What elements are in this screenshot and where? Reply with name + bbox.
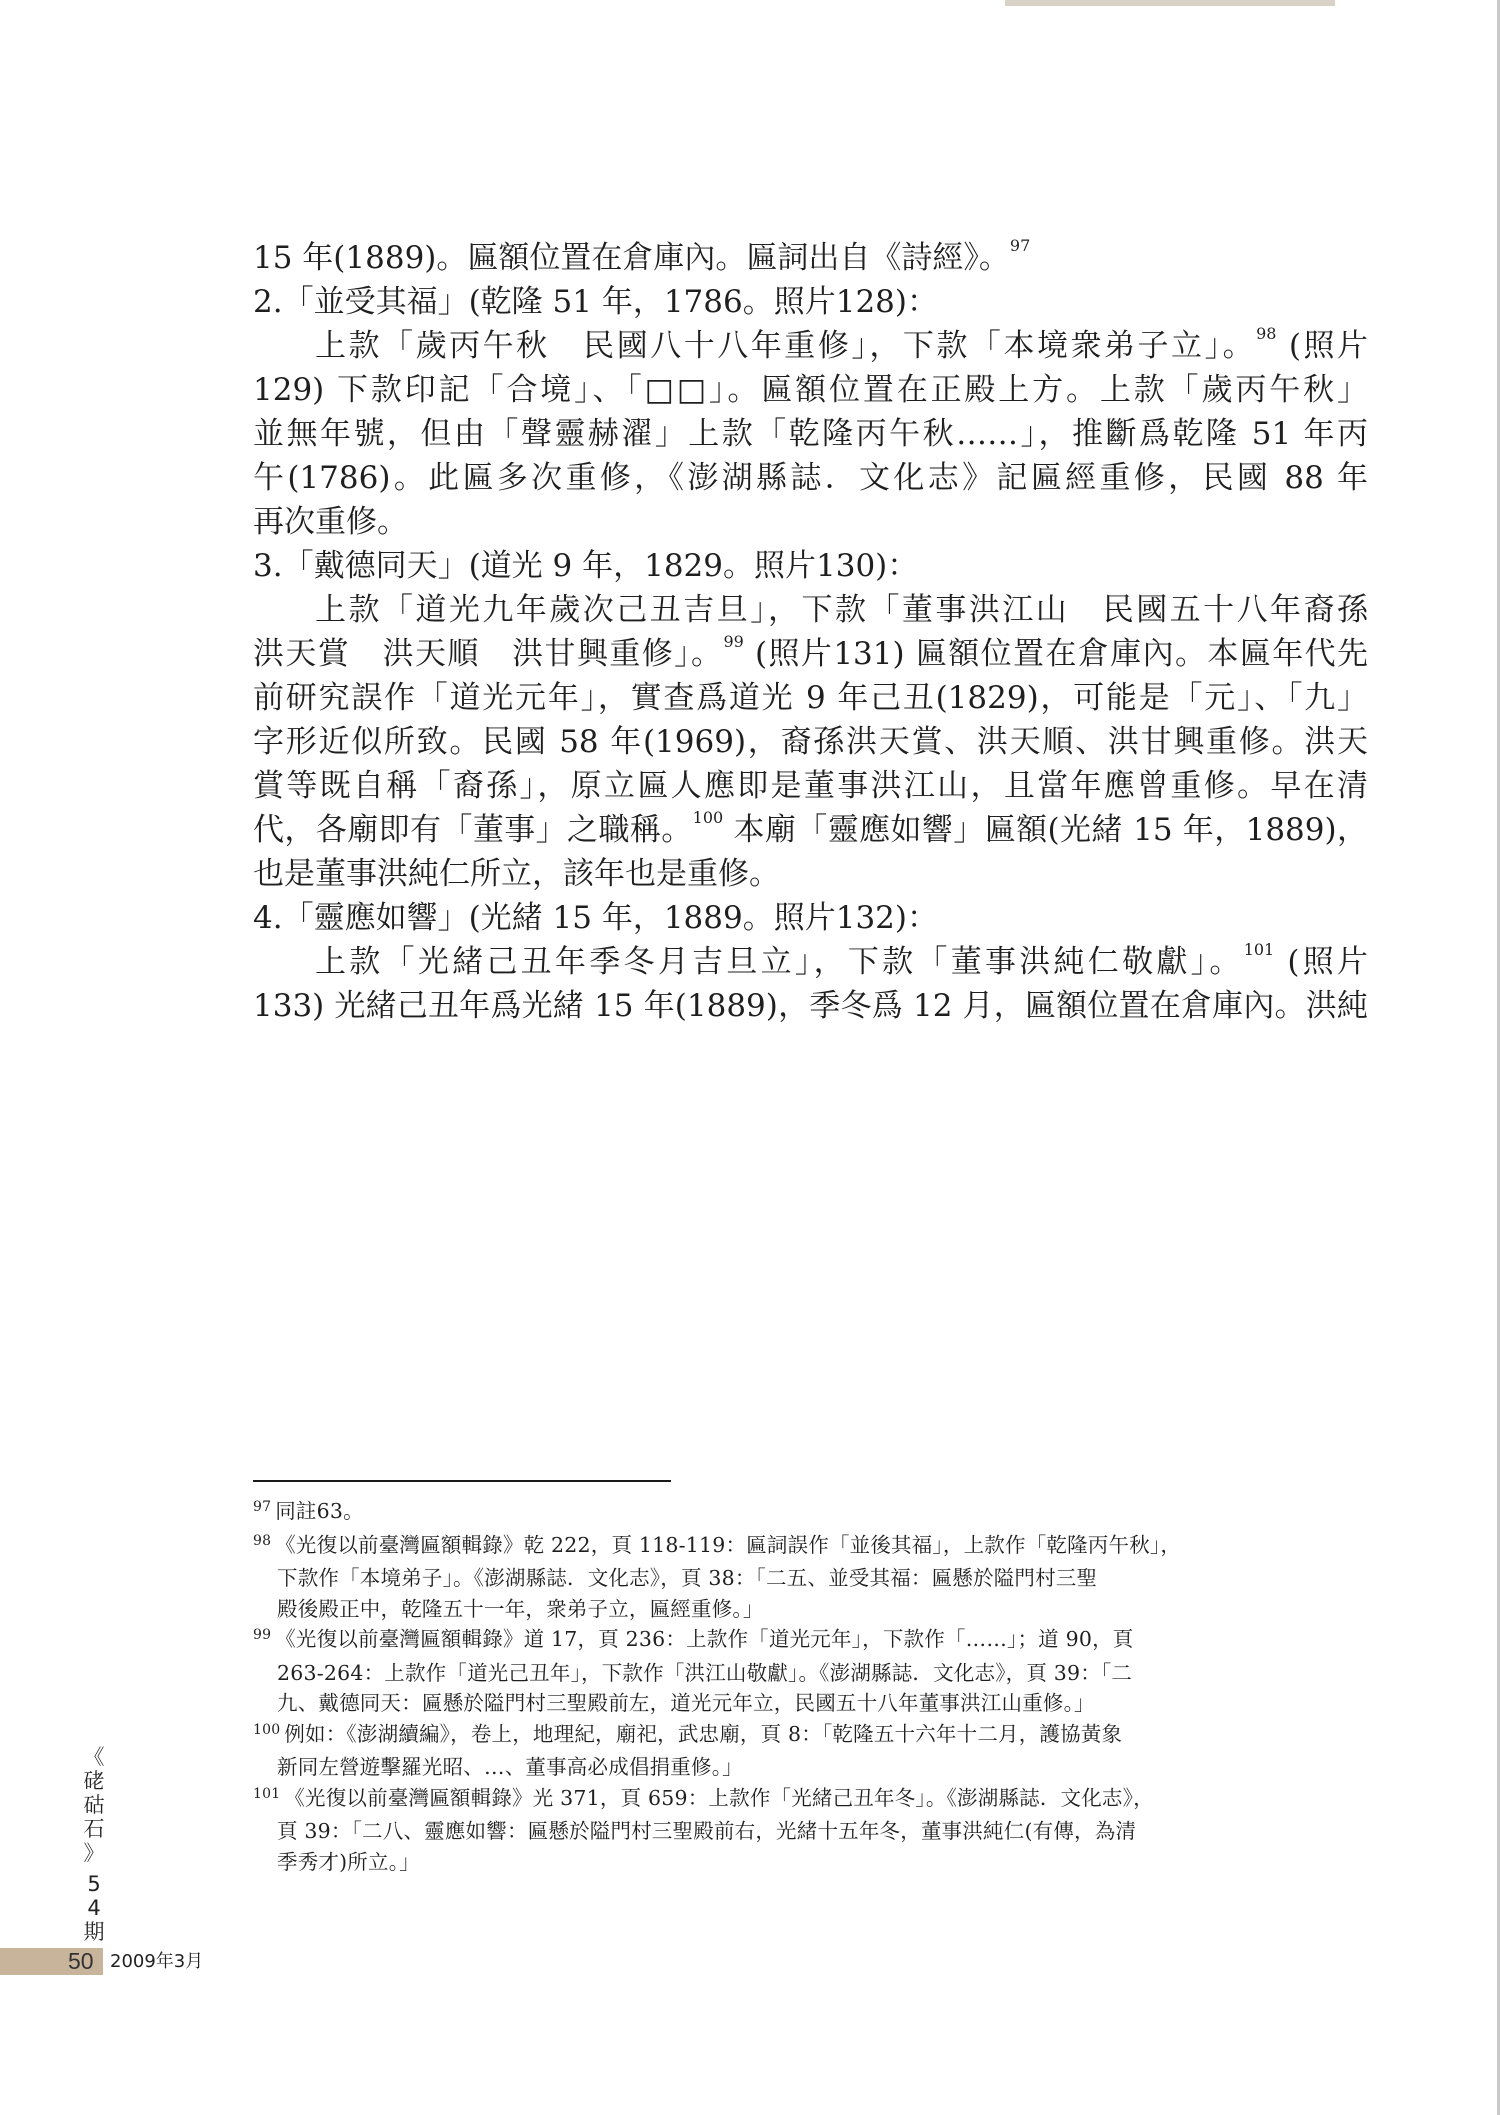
page-number: 50 xyxy=(68,1948,94,1974)
body-line xyxy=(253,456,1368,500)
body-line-text: 洪天賞 洪天順 洪甘興重修」。 xyxy=(253,636,724,672)
body-line-text: 字形近似所致。民國 58 年(1969)，裔孫洪天賞、洪天順、洪甘興重修。洪天 xyxy=(253,724,1368,760)
footnote-line xyxy=(253,1496,1368,1530)
issue-number: 5 4 期 xyxy=(83,1872,105,1944)
body-line-text: 代，各廟即有「董事」之職稱。 xyxy=(253,812,693,848)
body-line-text: 上款「道光九年歲次己丑吉旦」，下款「董事洪江山 民國五十八年裔孫 xyxy=(315,592,1368,628)
body-line-text: 129) 下款印記「合境」、「□□」。匾額位置在正殿上方。上款「歲丙午秋」 xyxy=(253,372,1368,408)
footnote-line xyxy=(253,1594,1368,1625)
body-line-text: (照片131) 匾額位置在倉庫內。本匾年代先 xyxy=(743,636,1368,672)
footnote-line xyxy=(253,1847,1368,1878)
footnote-text: 殿後殿正中，乾隆五十一年，衆弟子立，匾經重修。」 xyxy=(277,1596,764,1621)
footnote-line xyxy=(253,1783,1368,1817)
footnote-number: 98 xyxy=(253,1532,272,1549)
body-line-text: 再次重修。 xyxy=(253,504,408,540)
footnote-reference: 98 xyxy=(1256,324,1277,343)
footnote-reference: 97 xyxy=(1009,236,1031,255)
footnote-number: 97 xyxy=(253,1499,272,1515)
body-line xyxy=(253,984,1368,1028)
body-line-text: 上款「歲丙午秋 民國八十八年重修」，下款「本境衆弟子立」。 xyxy=(315,328,1257,364)
footnote-text: 季秀才)所立。」 xyxy=(277,1849,420,1874)
body-line-text: 也是董事洪純仁所立，該年也是重修。 xyxy=(253,856,780,892)
body-line xyxy=(253,940,1368,984)
footnote-separator xyxy=(253,1480,671,1482)
footnote-text: 《光復以前臺灣匾額輯錄》光 371，頁 659：上款作「光緒己丑年冬」。《澎湖縣誌．文化志》， xyxy=(284,1785,1154,1810)
body-line xyxy=(253,764,1368,808)
footnote-line xyxy=(253,1688,1368,1719)
body-line xyxy=(253,280,1368,324)
body-line xyxy=(253,588,1368,632)
footnote-text: 例如：《澎湖續編》，卷上，地理紀，廟祀，武忠廟，頁 8：「乾隆五十六年十二月，護協黃象 xyxy=(284,1721,1123,1746)
footnote-text: 263-264：上款作「道光己丑年」，下款作「洪江山敬獻」。《澎湖縣誌．文化志》，頁 39：「二 xyxy=(277,1660,1133,1685)
body-line xyxy=(253,808,1368,852)
footnote-text: 頁 39：「二八、靈應如響：匾懸於隘門村三聖殿前右，光緒十五年冬，董事洪純仁(有傳，為清 xyxy=(277,1819,1137,1843)
body-line-text: (照片 xyxy=(1276,328,1368,364)
body-line xyxy=(253,368,1368,412)
footnote-line xyxy=(253,1816,1368,1847)
footnotes xyxy=(253,1496,1368,1877)
body-line xyxy=(253,324,1368,368)
body-line xyxy=(253,236,1368,280)
body-line-text: 上款「光緒己丑年季冬月吉旦立」，下款「董事洪純仁敬獻」。 xyxy=(315,944,1244,980)
footnote-reference: 99 xyxy=(723,632,744,651)
body-line-text: 前研究誤作「道光元年」，實查爲道光 9 年己丑(1829)，可能是「元」、「九」 xyxy=(253,680,1368,716)
body-line-text: 133) 光緒己丑年爲光緒 15 年(1889)，季冬爲 12 月，匾額位置在倉庫內。洪純 xyxy=(253,988,1368,1024)
footnote-number: 101 xyxy=(253,1785,281,1802)
footnote-number: 99 xyxy=(253,1627,272,1643)
body-line xyxy=(253,412,1368,456)
footnote-text: 《光復以前臺灣匾額輯錄》道 17，頁 236：上款作「道光元年」，下款作「……」；道 90，頁 xyxy=(275,1627,1134,1651)
body-line-text: 3.「戴德同天」(道光 9 年，1829。照片130)： xyxy=(253,548,919,584)
footnote-number: 100 xyxy=(253,1721,281,1738)
body-line xyxy=(253,676,1368,720)
footnote-text: 下款作「本境弟子」。《澎湖縣誌．文化志》，頁 38：「二五、並受其福：匾懸於隘門村三聖 xyxy=(277,1566,1098,1590)
footnote-line xyxy=(253,1658,1368,1689)
body-line xyxy=(253,896,1368,940)
footnote-text: 新同左營遊擊羅光昭、…、董事高必成倡捐重修。」 xyxy=(277,1755,743,1779)
journal-title: 《 硓 𥑮 石 》 xyxy=(83,1745,105,1865)
body-line-text: 2.「並受其福」(乾隆 51 年，1786。照片128)： xyxy=(253,284,938,320)
body-line xyxy=(253,720,1368,764)
body-line xyxy=(253,632,1368,676)
footnote-line xyxy=(253,1624,1368,1658)
footnote-line xyxy=(253,1719,1368,1753)
body-line-text: 4.「靈應如響」(光緒 15 年，1889。照片132)： xyxy=(253,900,938,936)
body-line-text: 午(1786)。此匾多次重修，《澎湖縣誌．文化志》記匾經重修，民國 88 年 xyxy=(253,460,1368,496)
body-line xyxy=(253,544,1368,588)
body-line xyxy=(253,852,1368,896)
footnote-line xyxy=(253,1752,1368,1783)
footnote-reference: 101 xyxy=(1243,940,1275,959)
footnote-text: 九、戴德同天：匾懸於隘門村三聖殿前左，道光元年立，民國五十八年董事洪江山重修。」 xyxy=(277,1691,1095,1715)
body-line-text: (照片 xyxy=(1274,944,1368,980)
issue-date: 2009年3月 xyxy=(110,1951,204,1972)
footnote-text: 同註63。 xyxy=(275,1499,364,1523)
page-top-edge xyxy=(1005,0,1335,6)
body-line-text: 15 年(1889)。匾額位置在倉庫內。匾詞出自《詩經》。 xyxy=(253,240,1010,276)
body-line-text: 本廟「靈應如響」匾額(光緒 15 年，1889)， xyxy=(723,812,1368,848)
body-text xyxy=(253,236,1368,1028)
body-line xyxy=(253,500,1368,544)
body-line-text: 並無年號，但由「聲靈赫濯」上款「乾隆丙午秋……」，推斷爲乾隆 51 年丙 xyxy=(253,416,1368,452)
footnote-text: 《光復以前臺灣匾額輯錄》乾 222，頁 118-119：匾詞誤作「並後其福」，上款作「乾隆丙午秋」， xyxy=(275,1532,1182,1557)
footnote-line xyxy=(253,1563,1368,1594)
footnote-line xyxy=(253,1530,1368,1564)
footnote-reference: 100 xyxy=(692,808,724,827)
body-line-text: 賞等既自稱「裔孫」，原立匾人應即是董事洪江山，且當年應曾重修。早在清 xyxy=(253,768,1368,804)
